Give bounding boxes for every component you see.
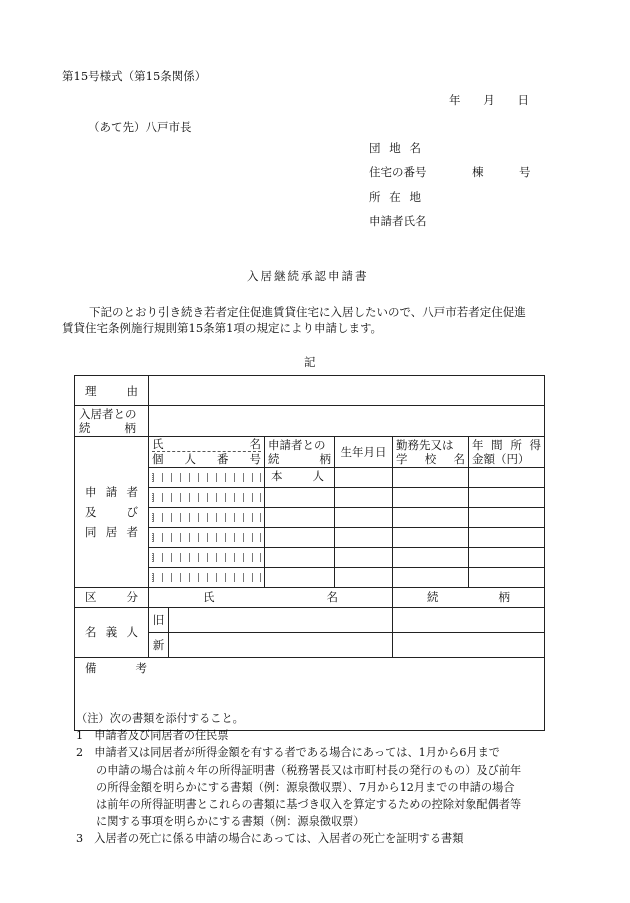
col-name-personal-no: 氏 名 個 人 番 号: [149, 437, 265, 468]
application-table: [74, 375, 545, 731]
member-name-cell[interactable]: [149, 467, 265, 487]
intro-line-2: 賃貸住宅条例施行規則第15条第1項の規定により申請します。: [62, 321, 383, 335]
notes: [76, 710, 546, 848]
relation-to-resident-label: 入居者との 続 柄: [75, 406, 149, 437]
new-nominee-name[interactable]: [169, 632, 393, 657]
date-day: 日: [517, 93, 529, 107]
col-income: 年 間 所 得 金額（円）: [469, 437, 545, 468]
field-danchi: 団 地 名: [369, 141, 421, 155]
col-work: 勤務先又は 学 校 名: [393, 437, 469, 468]
kubun-name-label: 氏 名: [149, 587, 393, 607]
reason-field[interactable]: [149, 376, 545, 406]
nominee-label: 名 義 人: [75, 607, 149, 657]
kubun-label: 区 分: [75, 587, 149, 607]
date-line: [449, 92, 529, 108]
reason-label: 理 由: [75, 376, 149, 406]
new-label: 新: [149, 632, 169, 657]
date-month: 月: [483, 93, 495, 107]
ki-label: 記: [304, 355, 316, 369]
member-name-cell[interactable]: [149, 547, 265, 567]
old-nominee-relation[interactable]: [393, 607, 545, 632]
note-item: 3 入居者の死亡に係る申請の場合にあっては、入居者の死亡を証明する書類: [76, 832, 464, 846]
col-birth: 生年月日: [335, 437, 393, 468]
member-name-cell[interactable]: [149, 527, 265, 547]
note-item: は前年の所得証明書とこれらの書類に基づき収入を算定するための控除対象配偶者等: [96, 798, 522, 812]
old-nominee-name[interactable]: [169, 607, 393, 632]
new-nominee-relation[interactable]: [393, 632, 545, 657]
note-item: の所得金額を明らかにする書類（例：源泉徴収票）、7月から12月までの申請の場合: [96, 780, 515, 794]
member-name-cell[interactable]: [149, 507, 265, 527]
member-name-cell[interactable]: [149, 567, 265, 587]
form-number: 第15号様式（第15条関係）: [62, 69, 207, 83]
intro-line-1: 下記のとおり引き続き若者定住促進賃貸住宅に入居したいので、八戸市若者定住促進: [89, 305, 526, 319]
household-label: 申 請 者 及 び 同 居 者: [75, 437, 149, 588]
note-item: に関する事項を明らかにする書類（例：源泉徴収票）: [96, 815, 365, 829]
document-title: 入居継続承認申請書: [247, 269, 369, 283]
old-label: 旧: [149, 607, 169, 632]
field-location: 所 在 地: [369, 190, 421, 204]
field-applicant-name: 申請者氏名: [369, 214, 427, 228]
note-item: 1 申請者及び同居者の住民票: [76, 729, 229, 743]
field-building: 棟: [472, 165, 484, 179]
field-house-no: 住宅の番号: [369, 165, 427, 179]
addressee: （あて先）八戸市長: [88, 120, 192, 134]
note-item: 2 申請者又は同居者が所得金額を有する者である場合にあっては、1月から6月まで: [76, 746, 500, 760]
relation-to-resident-field[interactable]: [149, 406, 545, 437]
member-name-cell[interactable]: [149, 487, 265, 507]
remarks-label: 備 考: [85, 660, 147, 675]
col-relation: 申請者との 続 柄: [265, 437, 335, 468]
field-room: 号: [519, 165, 531, 179]
notes-lead: （注）次の書類を添付すること。: [76, 712, 244, 725]
self-relation: 本 人: [265, 467, 335, 487]
date-year: 年: [449, 93, 461, 107]
kubun-relation-label: 続 柄: [393, 587, 545, 607]
note-item: の申請の場合は前々年の所得証明書（税務署長又は市町村長の発行のもの）及び前年: [96, 763, 522, 777]
